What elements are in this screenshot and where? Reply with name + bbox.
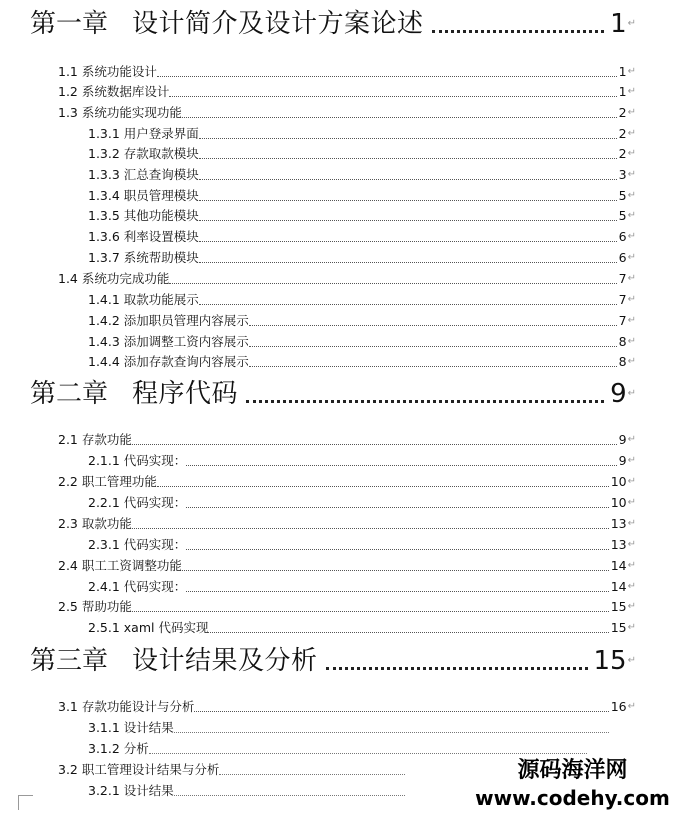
page-number: 10 [610,495,627,510]
dot-leader [326,667,588,670]
chapter-number: 第二章 [30,379,109,409]
dot-leader [219,774,405,775]
dot-leader [199,262,617,263]
toc-section-entry[interactable] [58,82,636,102]
section-title: 1.3.6 利率设置模块 [88,229,199,244]
chapter-number: 第一章 [30,9,109,39]
page-number: 8 [618,334,627,349]
page-number: 5 [618,208,627,223]
dot-leader [249,325,617,326]
paragraph-mark: ↵ [627,86,636,97]
toc-section-entry[interactable] [88,290,636,310]
paragraph-mark: ↵ [627,518,636,529]
section-title: 2.5.1 xaml 代码实现 [88,620,209,635]
paragraph-mark: ↵ [627,128,636,139]
section-title: 1.4.4 添加存款查询内容展示 [88,354,249,369]
section-title: 1.4.2 添加职员管理内容展示 [88,313,249,328]
dot-leader [169,96,616,97]
section-title: 3.1.2 分析 [88,741,149,756]
dot-leader [194,711,608,712]
toc-section-entry[interactable] [58,556,636,576]
watermark-url: www.codehy.com [475,786,670,810]
toc-section-entry[interactable] [88,493,636,513]
page-number: 15 [610,620,627,635]
dot-leader [199,179,617,180]
toc-section-entry[interactable] [58,514,636,534]
dot-leader [157,486,609,487]
section-title: 1.1 系统功能设计 [58,64,157,79]
toc-section-entry[interactable] [58,269,636,289]
dot-leader [432,30,605,33]
watermark [464,758,681,812]
toc-section-entry[interactable] [88,332,636,352]
dot-leader [169,283,616,284]
section-title: 3.1.1 设计结果 [88,720,174,735]
dot-leader [199,220,617,221]
dot-leader [132,444,617,445]
page-number: 9 [610,379,627,409]
toc-section-entry[interactable] [88,144,636,164]
dot-leader [174,795,405,796]
page-number: 15 [610,599,627,614]
paragraph-mark: ↵ [627,434,636,445]
toc-section-entry[interactable] [88,248,636,268]
toc-chapter-entry[interactable] [30,376,636,412]
toc-section-entry[interactable] [58,62,636,82]
toc-section-entry[interactable] [88,451,636,471]
section-title: 2.1.1 代码实现： [88,453,187,468]
paragraph-mark: ↵ [627,336,636,347]
page-number: 9 [618,432,627,447]
page-number: 1 [618,64,627,79]
dot-leader [174,732,609,733]
section-title: 3.2 职工管理设计结果与分析 [58,762,220,777]
page-number: 2 [618,105,627,120]
paragraph-mark: ↵ [627,622,636,633]
paragraph-mark: ↵ [627,18,636,29]
toc-section-entry[interactable] [88,227,636,247]
section-title: 1.2 系统数据库设计 [58,84,170,99]
toc-section-entry[interactable] [88,165,636,185]
toc-section-entry[interactable] [58,760,408,780]
paragraph-mark: ↵ [627,560,636,571]
page-number: 8 [618,354,627,369]
dot-leader [199,304,617,305]
page-number: 2 [618,126,627,141]
toc-section-entry[interactable] [88,618,636,638]
dot-leader [249,346,617,347]
paragraph-mark: ↵ [627,455,636,466]
section-title: 1.3.5 其他功能模块 [88,208,199,223]
toc-section-entry[interactable] [58,697,636,717]
toc-section-entry[interactable] [88,352,636,372]
page-number: 7 [618,292,627,307]
section-title: 1.3.7 系统帮助模块 [88,250,199,265]
dot-leader [199,200,617,201]
section-title: 2.5 帮助功能 [58,599,132,614]
paragraph-mark: ↵ [627,107,636,118]
toc-section-entry[interactable] [88,781,408,801]
chapter-title: 设计结果及分析 [132,646,318,676]
section-title: 1.4.3 添加调整工资内容展示 [88,334,249,349]
section-title: 1.3.4 职员管理模块 [88,188,199,203]
dot-leader [186,591,608,592]
page-number: 5 [618,188,627,203]
dot-leader [186,507,608,508]
toc-section-entry[interactable] [88,124,636,144]
dot-leader [186,465,616,466]
page-number: 1 [610,9,627,39]
section-title: 2.3.1 代码实现： [88,537,187,552]
toc-chapter-entry[interactable] [30,643,636,679]
page-number: 16 [610,699,627,714]
toc-chapter-entry[interactable] [30,6,636,42]
paragraph-mark: ↵ [627,252,636,263]
paragraph-mark: ↵ [627,701,636,712]
watermark-title: 源码海洋网 [517,758,628,783]
paragraph-mark: ↵ [627,497,636,508]
section-title: 2.2.1 代码实现： [88,495,187,510]
paragraph-mark: ↵ [627,66,636,77]
toc-section-entry[interactable] [58,472,636,492]
page-number: 7 [618,313,627,328]
toc-section-entry[interactable] [88,186,636,206]
dot-leader [132,528,609,529]
paragraph-mark: ↵ [627,601,636,612]
toc-section-entry[interactable] [58,103,636,123]
paragraph-mark: ↵ [627,539,636,550]
section-title: 1.3.2 存款取款模块 [88,146,199,161]
paragraph-mark: ↵ [627,169,636,180]
section-title: 1.3.1 用户登录界面 [88,126,199,141]
paragraph-mark: ↵ [627,655,636,666]
chapter-number: 第三章 [30,646,109,676]
dot-leader [199,241,617,242]
paragraph-mark: ↵ [627,315,636,326]
section-title: 1.3 系统功能实现功能 [58,105,182,120]
section-title: 2.3 取款功能 [58,516,132,531]
dot-leader [149,753,587,754]
dot-leader [186,549,608,550]
section-title: 1.4.1 取款功能展示 [88,292,199,307]
section-title: 2.4.1 代码实现： [88,579,187,594]
paragraph-mark: ↵ [627,581,636,592]
page-number: 10 [610,474,627,489]
paragraph-mark: ↵ [627,210,636,221]
section-title: 2.2 职工管理功能 [58,474,157,489]
dot-leader [249,366,617,367]
chapter-title: 设计简介及设计方案论述 [132,9,424,39]
page-number: 7 [618,271,627,286]
toc-section-entry[interactable] [88,718,612,738]
paragraph-mark: ↵ [627,273,636,284]
page-number: 14 [610,579,627,594]
page-number: 14 [610,558,627,573]
dot-leader [132,611,609,612]
section-title: 3.1 存款功能设计与分析 [58,699,195,714]
toc-section-entry[interactable] [88,206,636,226]
page-number: 1 [618,84,627,99]
page-number: 6 [618,229,627,244]
dot-leader [199,158,617,159]
paragraph-mark: ↵ [627,356,636,367]
paragraph-mark: ↵ [627,476,636,487]
page-corner-mark [18,795,33,810]
dot-leader [182,117,617,118]
page-number: 2 [618,146,627,161]
dot-leader [199,138,617,139]
paragraph-mark: ↵ [627,148,636,159]
page-number: 3 [618,167,627,182]
section-title: 2.1 存款功能 [58,432,132,447]
page-number: 13 [610,516,627,531]
paragraph-mark: ↵ [627,294,636,305]
dot-leader [182,570,609,571]
paragraph-mark: ↵ [627,388,636,399]
page-number: 6 [618,250,627,265]
paragraph-mark: ↵ [627,190,636,201]
toc-section-entry[interactable] [88,739,590,759]
page-number: 13 [610,537,627,552]
toc-section-entry[interactable] [88,535,636,555]
section-title: 1.4 系统功完成功能 [58,271,170,286]
dot-leader [246,400,604,403]
section-title: 3.2.1 设计结果 [88,783,174,798]
toc-section-entry[interactable] [88,311,636,331]
paragraph-mark: ↵ [627,231,636,242]
section-title: 1.3.3 汇总查询模块 [88,167,199,182]
toc-section-entry[interactable] [88,577,636,597]
toc-section-entry[interactable] [58,597,636,617]
chapter-title: 程序代码 [132,379,239,409]
page-number: 15 [593,646,627,676]
dot-leader [157,76,617,77]
dot-leader [208,632,608,633]
page-number: 9 [618,453,627,468]
section-title: 2.4 职工工资调整功能 [58,558,182,573]
toc-section-entry[interactable] [58,430,636,450]
